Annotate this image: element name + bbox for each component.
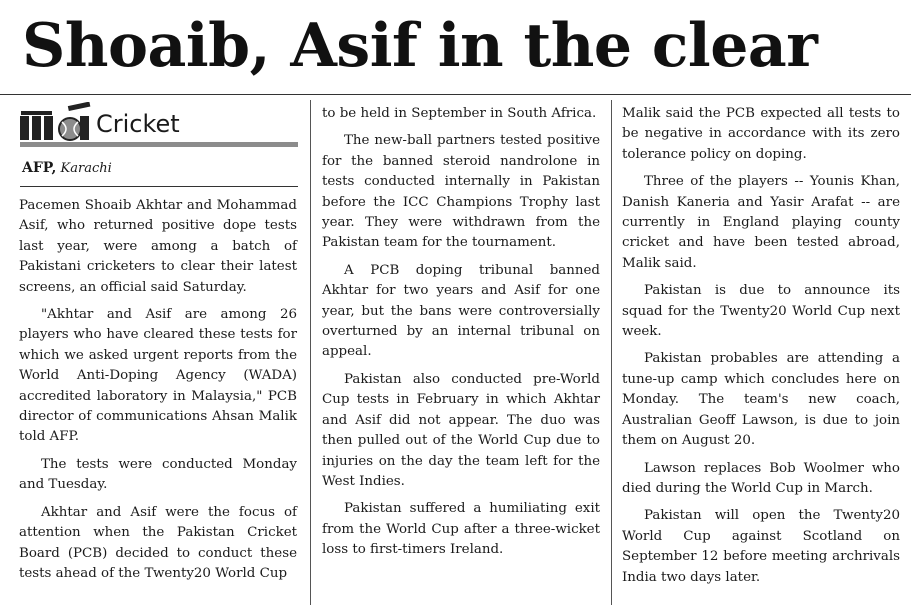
paragraph: A PCB doping tribunal banned Akhtar for two years and Asif for one year, but the bans were controversially overturned by an internal tribunal on appeal. bbox=[322, 262, 600, 360]
dateline-place: Karachi bbox=[60, 161, 112, 176]
headline: Shoaib, Asif in the clear bbox=[22, 11, 818, 81]
paragraph: Pacemen Shoaib Akhtar and Mohammad Asif, who returned positive dope tests last year, were among a batch of Pakistani cricketers to clear their latest screens, an official said Saturday. bbox=[19, 198, 297, 295]
paragraph: Pakistan is due to announce its squad for the Twenty20 World Cup next week. bbox=[622, 283, 900, 340]
paragraph: Lawson replaces Bob Woolmer who died during the World Cup in March. bbox=[622, 460, 900, 496]
dateline-agency: AFP, bbox=[22, 160, 57, 176]
paragraph: Three of the players -- Younis Khan, Danish Kaneria and Yasir Arafat -- are currently in England playing county cricket and have been tested abroad, Malik said. bbox=[622, 174, 900, 271]
paragraph: to be held in September in South Africa. bbox=[322, 106, 597, 121]
dateline bbox=[22, 160, 112, 176]
byline-rule bbox=[20, 186, 298, 187]
paragraph: Pakistan suffered a humiliating exit from the World Cup after a three-wicket loss to first-timers Ireland. bbox=[322, 501, 600, 558]
paragraph: The tests were conducted Monday and Tuesday. bbox=[19, 456, 297, 493]
paragraph: Pakistan will open the Twenty20 World Cup against Scotland on September 12 before meeting archrivals India two days later. bbox=[622, 508, 900, 585]
column-divider bbox=[611, 100, 612, 605]
article-column-2 bbox=[322, 104, 600, 561]
cricket-stumps-ball-icon bbox=[20, 102, 92, 142]
paragraph: Pakistan probables are attending a tune-up camp which concludes here on Monday. The team's new coach, Australian Geoff Lawson, is due to join them on August 20. bbox=[622, 351, 900, 449]
section-label bbox=[20, 100, 298, 150]
section-bar bbox=[20, 142, 298, 147]
section-name: Cricket bbox=[96, 110, 180, 138]
article-column-3 bbox=[622, 104, 900, 588]
article-column-1 bbox=[19, 196, 297, 584]
paragraph: Pakistan also conducted pre-World Cup tests in February in which Akhtar and Asif did not appear. The duo was then pulled out of the World Cup due to injuries on the day the team left for the West Indies. bbox=[322, 371, 600, 489]
headline-rule bbox=[0, 94, 911, 95]
paragraph: Akhtar and Asif were the focus of attention when the Pakistan Cricket Board (PCB) decided to conduct these tests ahead of the Twenty20 World Cup bbox=[19, 504, 297, 581]
paragraph: "Akhtar and Asif are among 26 players who have cleared these tests for which we asked urgent reports from the World Anti-Doping Agency (WADA) accredited laboratory in Malaysia," PCB director of communications Ahsan Malik told AFP. bbox=[19, 307, 297, 445]
column-divider bbox=[310, 100, 311, 605]
paragraph: Malik said the PCB expected all tests to be negative in accordance with its zero tolerance policy on doping. bbox=[622, 106, 900, 162]
paragraph: The new-ball partners tested positive for the banned steroid nandrolone in tests conducted internally in Pakistan before the ICC Champions Trophy last year. They were withdrawn from the Pakistan team for the tournament. bbox=[322, 133, 600, 251]
